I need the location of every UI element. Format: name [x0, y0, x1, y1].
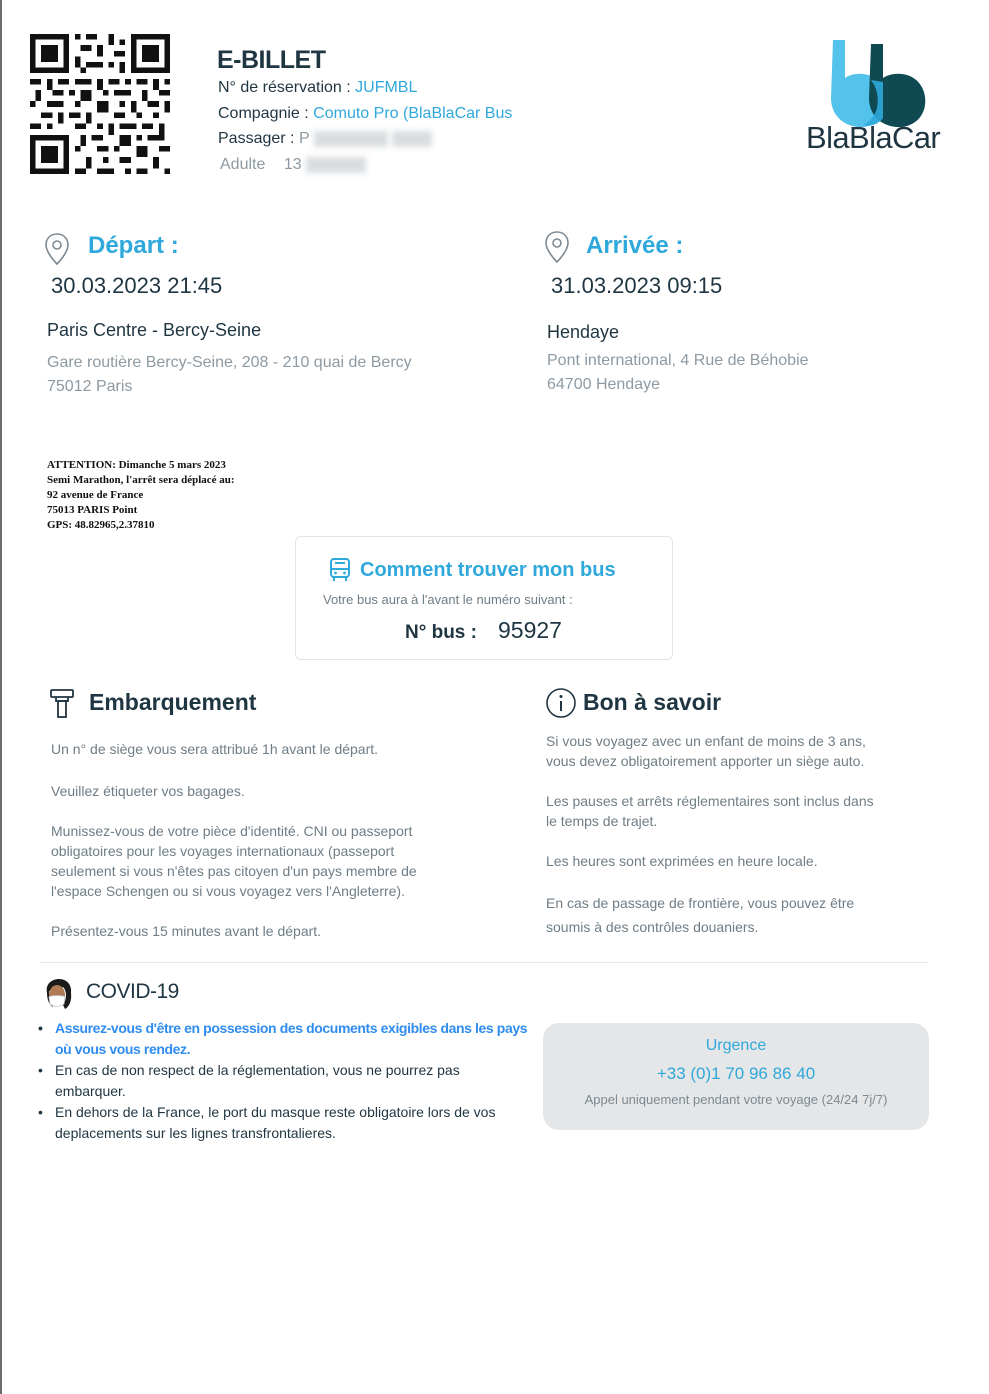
text-line: l'espace Schengen ou si vous voyagez vers l'Angleterre).: [51, 883, 405, 899]
attention-line: ATTENTION: Dimanche 5 mars 2023: [47, 459, 226, 471]
info-paragraph: [546, 791, 936, 831]
location-pin-icon: [543, 230, 571, 264]
bus-number-label: N° bus :: [405, 622, 477, 643]
fare-type: Adulte: [220, 156, 266, 173]
covid-rules-list: [38, 1018, 528, 1144]
location-pin-icon: [43, 232, 71, 266]
boarding-paragraph-id: [51, 821, 511, 901]
reservation-label: N° de réservation :: [218, 79, 351, 96]
masked-face-icon: [41, 977, 75, 1011]
brand-name: BlaBlaCar: [806, 120, 941, 155]
passenger-name-redacted: [314, 131, 388, 147]
arrival-station: Hendaye: [547, 322, 620, 342]
covid-heading: COVID-19: [86, 980, 179, 1003]
bus-icon: [327, 557, 353, 583]
reservation-row: [218, 79, 417, 97]
info-paragraph: [546, 731, 936, 771]
covid-rule: • En cas de non respect de la réglementation, vous ne pourrez pas embarquer.: [38, 1060, 528, 1102]
departure-address-line1: Gare routière Bercy-Seine, 208 - 210 quai de Bercy: [47, 354, 412, 371]
signpost-icon: [48, 687, 76, 719]
reservation-value: JUFMBL: [355, 79, 418, 96]
departure-station: Paris Centre - Bercy-Seine: [47, 320, 262, 340]
arrival-address-line2: 64700 Hendaye: [547, 376, 660, 393]
company-row: [218, 105, 512, 123]
bus-number: 95927: [498, 617, 562, 643]
covid-rule: • En dehors de la France, le port du masque reste obligatoire lors de vos deplacements sur les lignes transfrontalieres.: [38, 1102, 528, 1144]
arrival-address-line1: Pont international, 4 Rue de Béhobie: [547, 352, 809, 369]
ticket-title: E-BILLET: [217, 46, 326, 74]
page-left-border: [0, 0, 2, 1394]
passenger-surname-redacted: [392, 131, 432, 147]
good-to-know-text: [546, 731, 936, 939]
passenger-age: 13: [283, 156, 302, 173]
section-divider: [40, 962, 928, 963]
boarding-paragraph: Veuillez étiqueter vos bagages.: [51, 783, 245, 799]
text-line: obligatoires pour les voyages internationaux (passeport: [51, 843, 395, 859]
info-paragraph: Les heures sont exprimées en heure locale.: [546, 853, 818, 869]
departure-address-line2: 75012 Paris: [47, 378, 133, 395]
arrival-address: [547, 349, 809, 397]
attention-line: 75013 PARIS Point: [47, 504, 138, 516]
boarding-paragraph: Un n° de siège vous sera attribué 1h avant le départ.: [51, 741, 379, 757]
text-line: le temps de trajet.: [546, 813, 658, 829]
text-line: soumis à des contrôles douaniers.: [546, 919, 759, 935]
covid-rule: • Assurez-vous d'être en possession des documents exigibles dans les pays où vous vous rendez.: [38, 1018, 528, 1060]
passenger-value: P: [298, 130, 310, 147]
company-label: Compagnie :: [218, 105, 309, 122]
arrival-datetime: 31.03.2023 09:15: [551, 273, 723, 298]
good-to-know-heading: Bon à savoir: [583, 689, 722, 715]
text-line: seulement si vous n'êtes pas citoyen d'un pays membre de: [51, 863, 417, 879]
emergency-phone[interactable]: +33 (0)1 70 96 86 40: [656, 1064, 816, 1083]
emergency-title: Urgence: [705, 1037, 767, 1054]
qr-code: [30, 34, 170, 174]
text-line: En cas de passage de frontière, vous pouvez être: [546, 895, 855, 911]
company-value: Comuto Pro (BlaBlaCar Bus: [313, 105, 513, 122]
info-icon: [545, 687, 577, 719]
attention-line: GPS: 48.82965,2.37810: [47, 519, 155, 531]
departure-datetime: 30.03.2023 21:45: [51, 273, 223, 298]
boarding-paragraph: Présentez-vous 15 minutes avant le départ.: [51, 923, 322, 939]
boarding-heading: Embarquement: [89, 689, 257, 715]
attention-notice: [47, 458, 235, 533]
arrival-heading: Arrivée :: [586, 232, 684, 259]
text-line: Les pauses et arrêts réglementaires sont inclus dans: [546, 793, 874, 809]
attention-line: Semi Marathon, l'arrêt sera déplacé au:: [47, 474, 235, 486]
attention-line: 92 avenue de France: [47, 489, 144, 501]
info-paragraph: [546, 891, 936, 939]
fare-row: [220, 156, 366, 174]
passenger-row: [218, 130, 432, 148]
age-redacted: [306, 157, 366, 173]
text-line: Munissez-vous de votre pièce d'identité. CNI ou passeport: [51, 823, 413, 839]
text-line: vous devez obligatoirement apporter un siège auto.: [546, 753, 865, 769]
emergency-note: Appel uniquement pendant votre voyage (24/24 7j/7): [584, 1092, 888, 1107]
passenger-label: Passager :: [218, 130, 295, 147]
boarding-text: [51, 739, 511, 941]
find-bus-title: Comment trouver mon bus: [360, 559, 616, 581]
departure-heading: Départ :: [88, 232, 179, 259]
find-bus-subtitle: Votre bus aura à l'avant le numéro suivant :: [323, 592, 573, 607]
departure-address: [47, 351, 412, 399]
text-line: Si vous voyagez avec un enfant de moins de 3 ans,: [546, 733, 866, 749]
